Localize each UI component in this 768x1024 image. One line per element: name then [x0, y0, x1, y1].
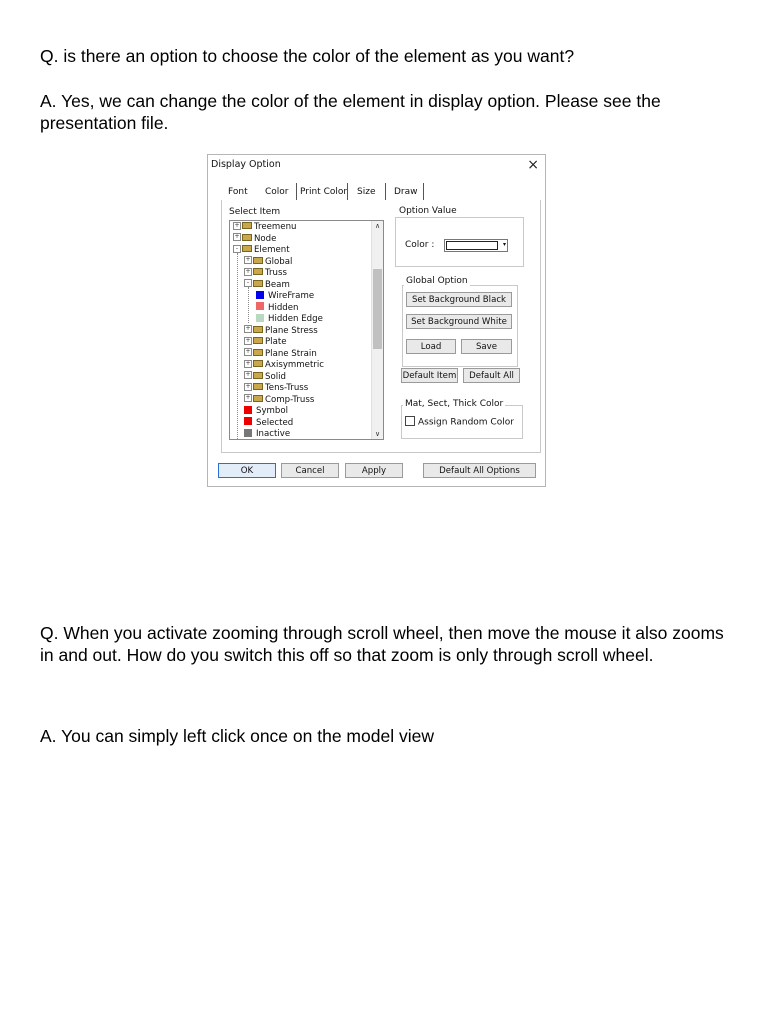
- assign-random-color-checkbox[interactable]: [405, 417, 514, 428]
- folder-icon: [253, 337, 263, 344]
- color-swatch-icon: [244, 406, 252, 414]
- expand-icon[interactable]: +: [234, 233, 240, 240]
- tab-color[interactable]: Color: [265, 187, 289, 197]
- expand-icon[interactable]: +: [245, 394, 251, 401]
- expand-icon[interactable]: +: [234, 221, 240, 229]
- folder-icon: [253, 383, 263, 390]
- tree-item[interactable]: [233, 234, 276, 246]
- save-button[interactable]: Save: [461, 339, 512, 354]
- tree-item-label: Symbol: [256, 406, 289, 416]
- tree-item[interactable]: [244, 360, 324, 372]
- folder-icon: [242, 222, 252, 229]
- expand-icon[interactable]: +: [245, 359, 251, 367]
- tree-item[interactable]: [244, 383, 308, 395]
- collapse-icon[interactable]: -: [244, 279, 252, 287]
- tree-item-label: Plate: [265, 337, 287, 347]
- tree-item[interactable]: [244, 280, 290, 292]
- tree-item[interactable]: [244, 418, 293, 430]
- tree-item[interactable]: [244, 429, 290, 440]
- close-icon[interactable]: ×: [527, 157, 539, 173]
- default-all-button[interactable]: Default All: [463, 368, 520, 383]
- tree-item-label: Hidden: [268, 302, 299, 313]
- tree-item[interactable]: [244, 372, 286, 384]
- folder-icon: [253, 280, 263, 287]
- tree-item-label: Solid: [265, 371, 286, 382]
- option-value-label: Option Value: [399, 206, 457, 216]
- color-swatch-icon: [256, 302, 264, 310]
- tree-item[interactable]: [256, 314, 323, 326]
- tree-item[interactable]: [244, 257, 292, 269]
- color-swatch: [446, 241, 498, 250]
- answer-2: A. You can simply left click once on the model view: [40, 726, 434, 746]
- default-item-button[interactable]: Default Item: [401, 368, 458, 383]
- folder-icon: [253, 372, 263, 379]
- checkbox-icon: [405, 416, 415, 426]
- scroll-down-icon[interactable]: ∨: [374, 430, 381, 438]
- folder-icon: [253, 268, 263, 275]
- tree-item[interactable]: [233, 245, 290, 257]
- tab-print-color[interactable]: Print Color: [300, 187, 348, 197]
- expand-icon[interactable]: +: [245, 267, 251, 275]
- tab-divider: [423, 183, 424, 200]
- tree-item[interactable]: [256, 291, 314, 303]
- tree-item-label: Global: [265, 256, 293, 267]
- answer-1: A. Yes, we can change the color of the element in display option. Please see the presentation file.: [40, 91, 661, 133]
- tab-draw[interactable]: Draw: [394, 187, 418, 197]
- tree-item-label: Treemenu: [254, 222, 297, 232]
- color-label: Color :: [405, 240, 435, 250]
- tab-divider: [347, 183, 348, 200]
- folder-icon: [253, 326, 263, 333]
- question-2: Q. When you activate zooming through scroll wheel, then move the mouse it also zooms in and out. How do you switch this off so that zoom is only through scroll wheel.: [40, 623, 724, 665]
- expand-icon[interactable]: +: [245, 325, 251, 332]
- tree-item[interactable]: [244, 268, 287, 280]
- apply-button[interactable]: Apply: [345, 463, 403, 478]
- tree-item[interactable]: [244, 326, 318, 338]
- tree-connector: [248, 287, 249, 323]
- tab-divider: [385, 183, 386, 200]
- color-swatch-icon: [244, 429, 252, 437]
- load-button[interactable]: Load: [406, 339, 456, 354]
- tree-scrollbar[interactable]: [371, 221, 383, 439]
- expand-icon[interactable]: +: [245, 336, 251, 344]
- tree-item-label: Comp-Truss: [265, 394, 315, 405]
- tree-item[interactable]: [244, 337, 287, 349]
- expand-icon[interactable]: +: [245, 371, 251, 378]
- tree-item-label: WireFrame: [268, 291, 315, 301]
- tree-item-label: Truss: [265, 268, 287, 278]
- select-item-tree[interactable]: [229, 220, 384, 440]
- tree-item-label: Selected: [256, 417, 294, 428]
- color-swatch-icon: [256, 314, 264, 322]
- scrollbar-thumb[interactable]: [373, 269, 382, 349]
- tree-item-label: Tens-Truss: [265, 383, 309, 393]
- ok-button[interactable]: OK: [218, 463, 276, 478]
- folder-icon: [242, 245, 252, 252]
- tree-item-label: Inactive: [256, 429, 291, 439]
- tab-size[interactable]: Size: [357, 187, 376, 197]
- default-all-options-button[interactable]: Default All Options: [423, 463, 536, 478]
- tree-item[interactable]: [244, 349, 317, 361]
- tab-divider: [296, 183, 297, 200]
- tree-item-label: Plane Strain: [265, 348, 317, 359]
- select-item-label: Select Item: [229, 207, 281, 217]
- cancel-button[interactable]: Cancel: [281, 463, 339, 478]
- display-option-dialog: [207, 154, 546, 487]
- tab-font[interactable]: Font: [228, 187, 248, 197]
- tree-item-label: Node: [254, 233, 277, 244]
- global-option-label: Global Option: [406, 276, 468, 286]
- set-background-white-button[interactable]: Set Background White: [406, 314, 512, 329]
- assign-random-color-label: Assign Random Color: [418, 417, 514, 428]
- scroll-up-icon[interactable]: ∧: [374, 222, 381, 230]
- tree-item-label: Hidden Edge: [268, 314, 323, 324]
- tree-item[interactable]: [256, 303, 299, 315]
- mat-sect-thick-label: Mat, Sect, Thick Color: [405, 399, 504, 409]
- color-picker[interactable]: [444, 239, 508, 252]
- tree-item-label: Axisymmetric: [265, 360, 324, 370]
- chevron-down-icon: ▾: [502, 241, 506, 248]
- folder-icon: [253, 360, 263, 367]
- expand-icon[interactable]: +: [245, 348, 251, 355]
- tree-item[interactable]: [244, 406, 288, 418]
- folder-icon: [242, 234, 252, 241]
- dialog-title: Display Option: [211, 159, 281, 170]
- question-1: Q. is there an option to choose the color of the element as you want?: [40, 46, 575, 66]
- tree-item-label: Beam: [265, 279, 290, 290]
- tree-connector: [237, 253, 238, 439]
- folder-icon: [253, 349, 263, 356]
- folder-icon: [253, 257, 263, 264]
- tree-item-label: Plane Stress: [265, 325, 318, 336]
- tree-item[interactable]: [233, 222, 296, 234]
- color-swatch-icon: [244, 417, 252, 425]
- collapse-icon[interactable]: -: [233, 245, 241, 253]
- set-background-black-button[interactable]: Set Background Black: [406, 292, 512, 307]
- folder-icon: [253, 395, 263, 402]
- color-swatch-icon: [256, 291, 264, 299]
- tree-item[interactable]: [244, 395, 314, 407]
- tree-item-label: Element: [254, 245, 290, 255]
- expand-icon[interactable]: +: [245, 256, 251, 263]
- expand-icon[interactable]: +: [245, 382, 251, 390]
